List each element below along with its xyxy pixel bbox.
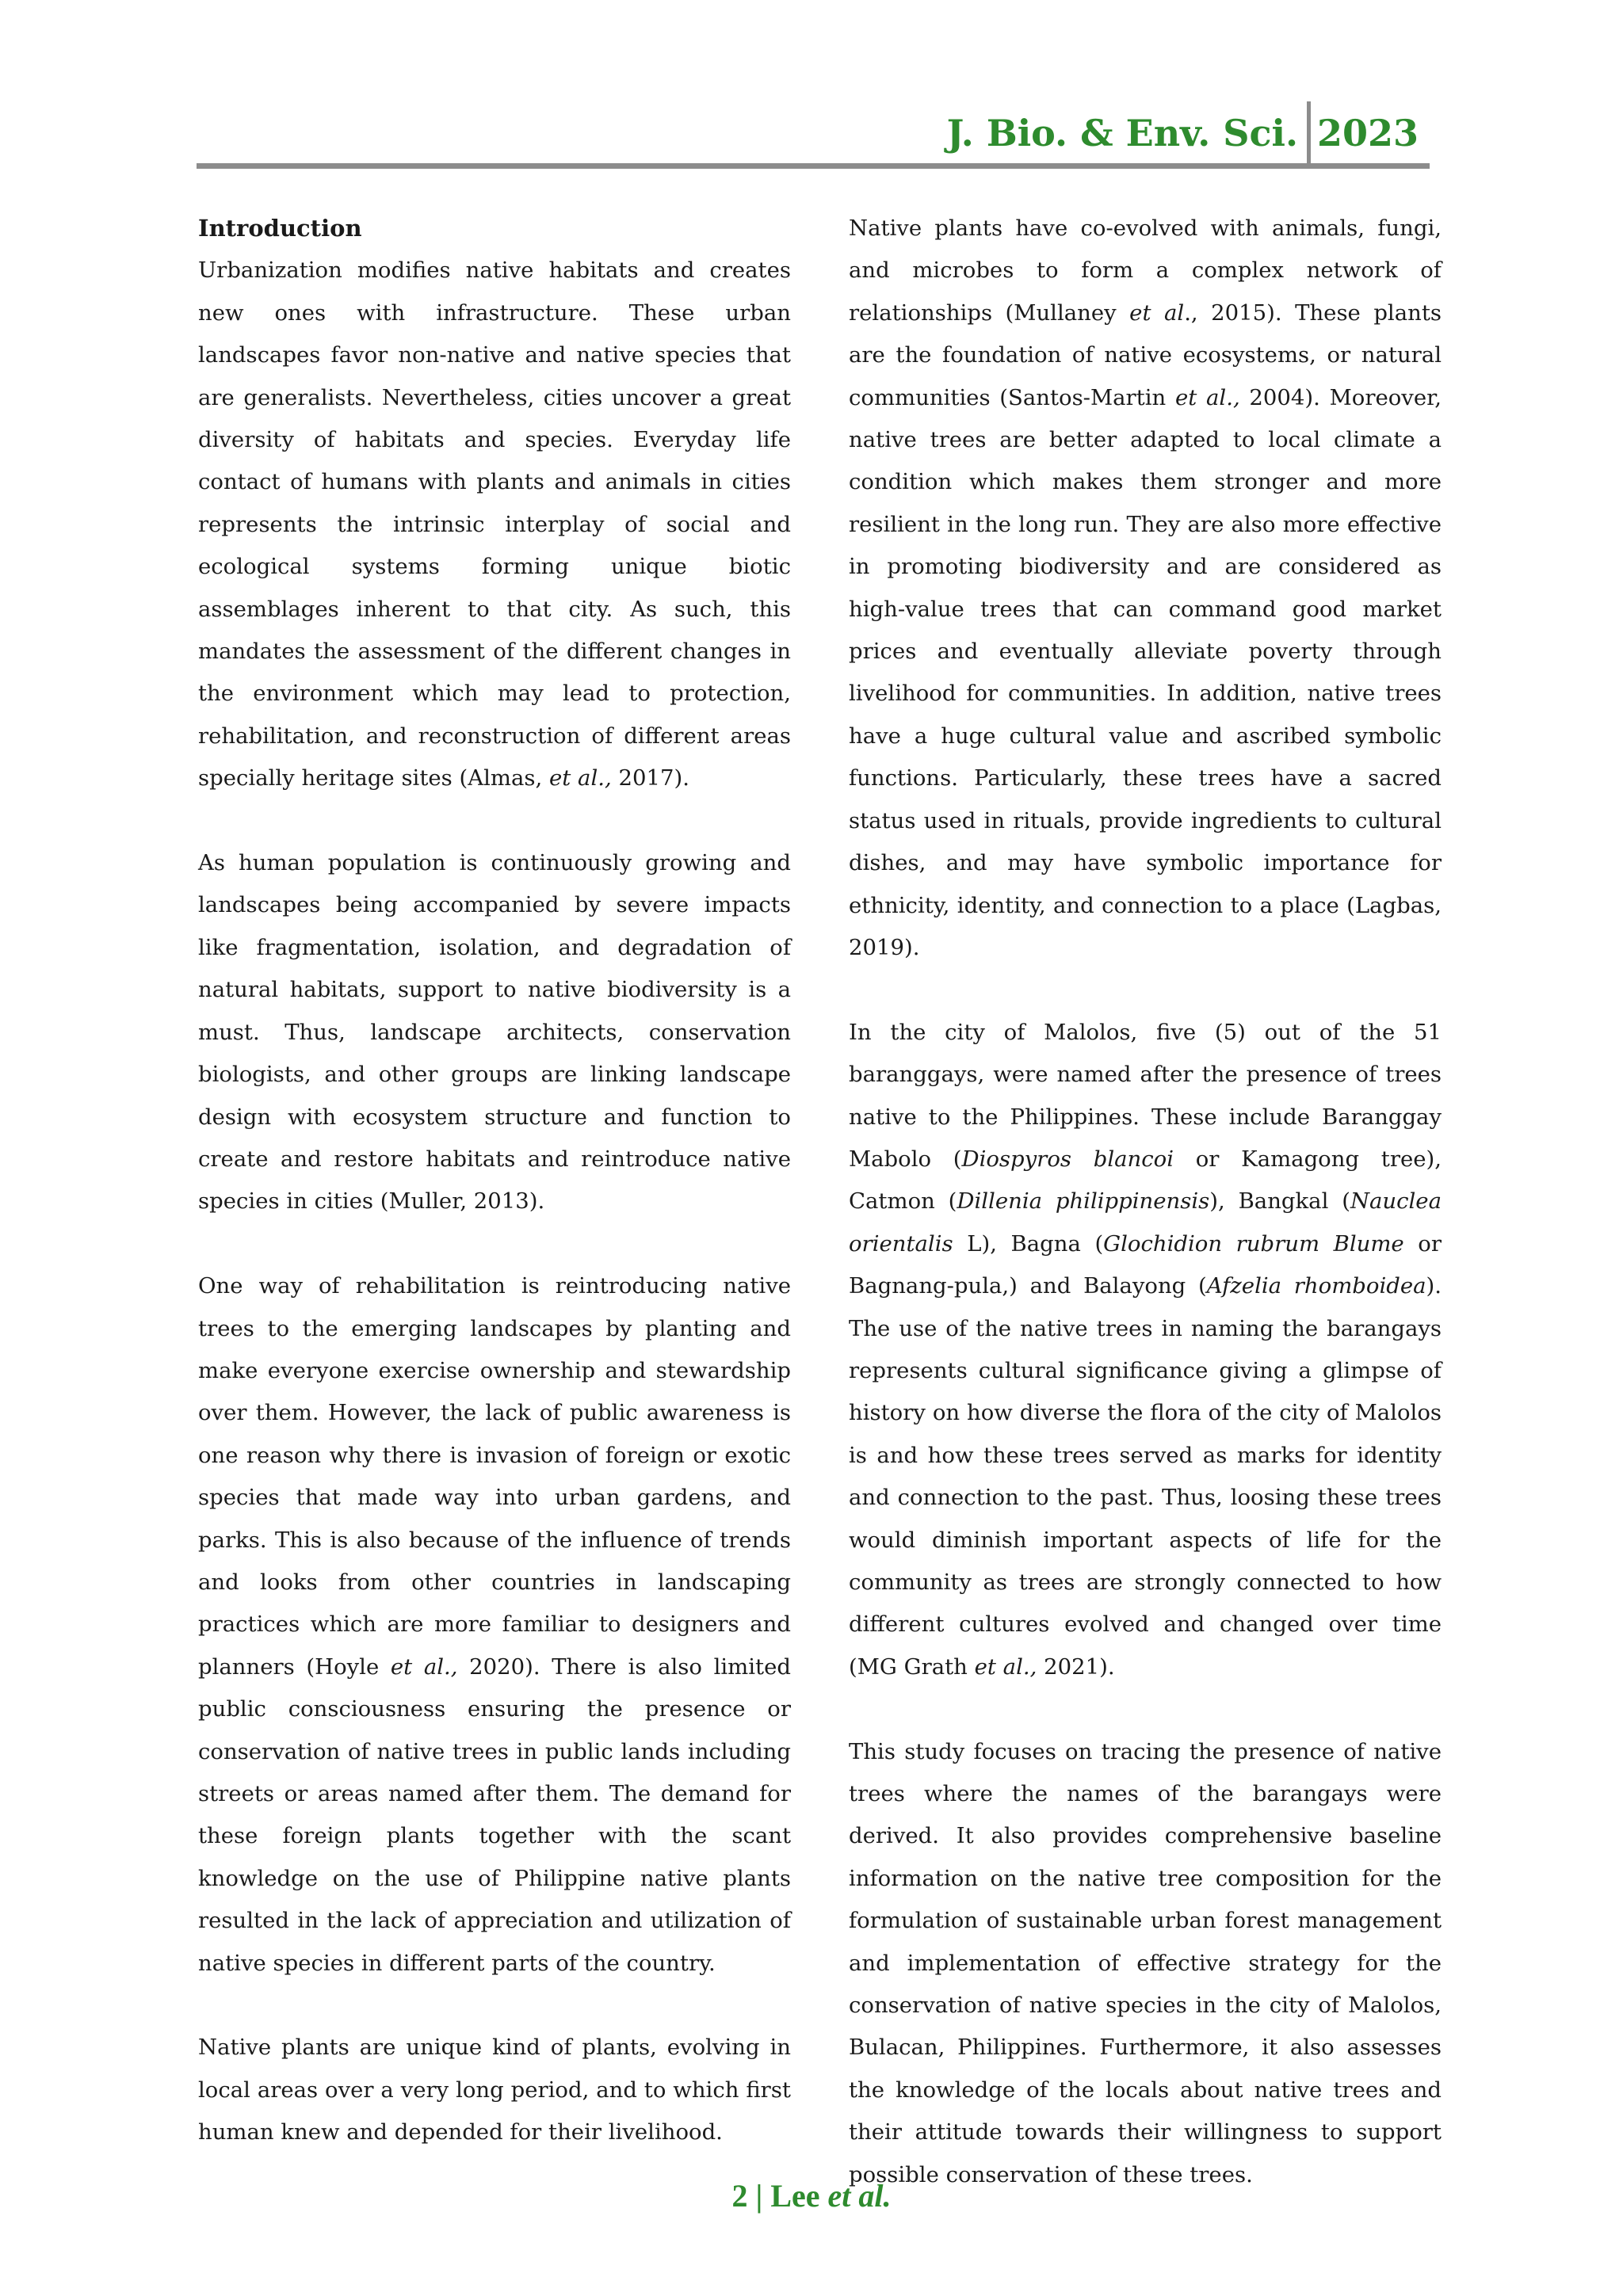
italic-run: et al [1129, 299, 1185, 326]
paragraph-urbanization [198, 250, 791, 799]
footer-author: Lee [770, 2178, 828, 2214]
italic-run: Diospyros blancoi [961, 1146, 1174, 1172]
italic-run: et al., [548, 765, 612, 791]
italic-run: et al., [390, 1653, 458, 1680]
italic-run: Afzelia rhomboidea [1206, 1273, 1426, 1299]
text-run: L), Bagna ( [953, 1230, 1104, 1257]
text-run: Urbanization modifies native habitats and creates new ones with infrastructure. These urban landscapes favor non-native and native species that are generalists. Nevertheless, cities uncover a great diversity of habitats and species. Everyday life contact of humans with plants and animals in cities represents the intrinsic interplay of social and ecological systems forming unique biotic assemblages inherent to that city. As such, this mandates the assessment of the different changes in the environment which may lead to protection, rehabilitation, and reconstruction of different areas specially heritage sites (Almas, [198, 257, 791, 791]
text-run: In the city of Malolos, five (5) out of the 51 baranggays, were named after the presence of trees native to the Philippines. These include Baranggay Mabolo ( [849, 1019, 1442, 1172]
paragraph-human-population: As human population is continuously growing and landscapes being accompanied by severe impacts like fragmentation, isolation, and degradation of natural habitats, support to native biodiversity is a must. Thus, landscape architects, conservation biologists, and other groups are linking landscape design with ecosystem structure and function to create and restore habitats and reintroduce native species in cities (Muller, 2013). [198, 850, 791, 1215]
text-run: or Bagnang-pula,) and Balayong ( [849, 1230, 1442, 1299]
italic-run: et al., [1174, 384, 1240, 410]
footer-separator: | [747, 2178, 771, 2214]
text-run: 2004). Moreover, native trees are better adapted to local climate a condition which makes them stronger and more resilient in the long run. They are also more effective in promoting biodiversity and are considered as high-value trees that can command good market prices and eventually alleviate poverty through livelihood for communities. In addition, native trees have a huge cultural value and ascribed symbolic functions. Particularly, these trees have a sacred status used in rituals, provide ingredients to cultural dishes, and may have symbolic importance for ethnicity, identity, and connection to a place (Lagbas, 2019). [849, 384, 1442, 960]
journal-title: J. Bio. & Env. Sci. [946, 112, 1298, 154]
text-run: ), Bangkal ( [1209, 1188, 1350, 1215]
text-run: or Kamagong tree), Catmon ( [849, 1146, 1442, 1215]
journal-year: 2023 [1316, 112, 1419, 154]
paragraph-study-focus: This study focuses on tracing the presence of native trees where the names of the barangays were derived. It also provides comprehensive baseline information on the native tree composition for the formulation of sustainable urban forest management and implementation of effective strategy for the conservation of native species in the city of Malolos, Bulacan, Philippines. Furthermore, it also assesses the knowledge of the locals about native trees and their attitude towards their willingness to support possible conservation of these trees. [849, 1738, 1442, 2187]
text-run: ., 2015). These plants are the foundation of native ecosystems, or natural communities (Santos-Martin [849, 299, 1442, 410]
header-rule [197, 163, 1430, 169]
text-run: 2017). [611, 765, 689, 791]
running-header [197, 101, 1430, 168]
text-run: One way of rehabilitation is reintroducing native trees to the emerging landscapes by planting and make everyone exercise ownership and stewardship over them. However, the lack of public awareness is one reason why there is invasion of foreign or exotic species that made way into urban gardens, and parks. This is also because of the influence of trends and looks from other countries in landscaping practices which are more familiar to designers and planners (Hoyle [198, 1273, 791, 1680]
page-footer [0, 2172, 1623, 2220]
italic-run: Nauclea orientalis [849, 1188, 1442, 1257]
paragraph-malolos [849, 1012, 1442, 1689]
paragraph-native-plants-intro: Native plants are unique kind of plants, evolving in local areas over a very long period, and to which first human knew and depended for their livelihood. [198, 2035, 791, 2145]
paragraph-rehabilitation [198, 1265, 791, 1985]
left-column [198, 208, 791, 2154]
text-run: 2021). [1037, 1653, 1115, 1680]
italic-run: Dillenia philippinensis [957, 1188, 1210, 1215]
text-run: 2020). There is also limited public consciousness ensuring the presence or conservation of native trees in public lands including streets or areas named after them. The demand for these foreign plants together with the scant knowledge on the use of Philippine native plants resulted in the lack of appreciation and utilization of native species in different parts of the country. [198, 1653, 791, 1976]
paragraph-coevolved [849, 208, 1442, 969]
section-heading-introduction: Introduction [198, 215, 362, 242]
footer-et-al: et al. [827, 2178, 892, 2214]
italic-run: et al., [974, 1653, 1037, 1680]
page-number: 2 [731, 2178, 748, 2214]
italic-run: Glochidion rubrum Blume [1103, 1230, 1404, 1257]
text-run: ). The use of the native trees in naming the barangays represents cultural significance giving a glimpse of history on how diverse the flora of the city of Malolos is and how these trees served as marks for identity and connection to the past. Thus, loosing these trees would diminish important aspects of life for the community as trees are strongly connected to how different cultures evolved and changed over time (MG Grath [849, 1273, 1442, 1680]
right-column [849, 208, 1442, 2196]
header-divider [1307, 101, 1311, 165]
text-run: Native plants have co-evolved with animals, fungi, and microbes to form a complex network of relationships (Mullaney [849, 215, 1442, 326]
